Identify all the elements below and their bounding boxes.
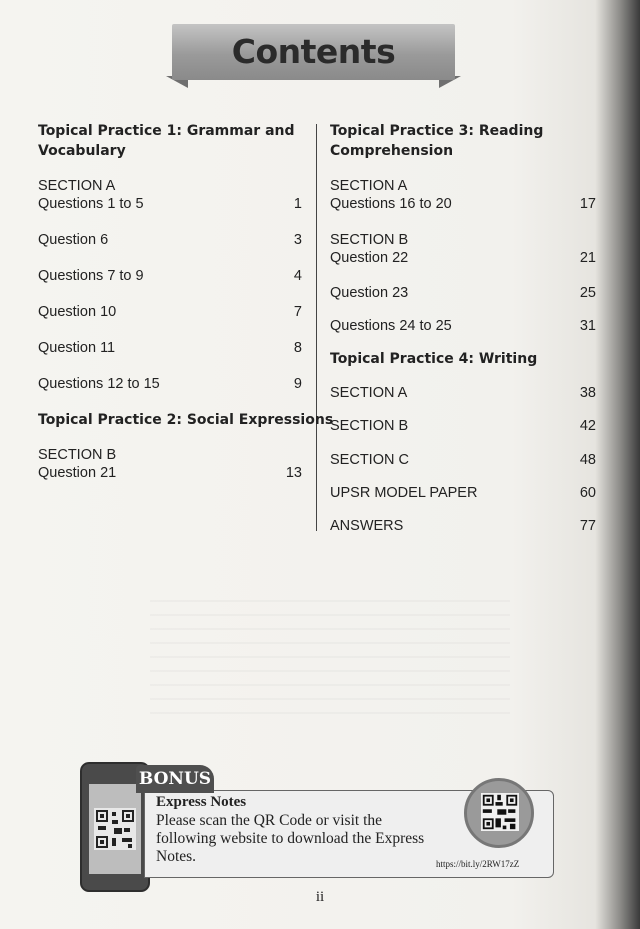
toc-entry-label: SECTION B: [330, 232, 409, 248]
toc-entry-page: 48: [579, 452, 596, 468]
column-divider: [316, 124, 317, 531]
heading-topical-practice-3-line1: Topical Practice 3: Reading: [330, 123, 544, 139]
toc-entry-label: Question 6: [38, 232, 109, 248]
toc-entry-page: 42: [579, 418, 596, 434]
toc-entry-page: 77: [579, 518, 596, 534]
toc-entry-label: Questions 24 to 25: [330, 318, 452, 334]
toc-entry-page: 1: [293, 196, 302, 212]
title-banner: [166, 24, 461, 88]
toc-entry-page: 4: [293, 268, 302, 284]
toc-entry-page: 25: [579, 285, 596, 301]
toc-entry-label: SECTION C: [330, 452, 409, 468]
toc-entry-label: ANSWERS: [330, 518, 404, 534]
toc-entry-page: 31: [579, 318, 596, 334]
toc-entry-label: UPSR MODEL PAPER: [330, 485, 478, 501]
toc-entry-page: 9: [293, 376, 302, 392]
bonus-tab: BONUS: [136, 765, 214, 793]
qr-code-icon: [481, 793, 519, 831]
toc-entry-label: SECTION A: [330, 178, 408, 194]
qr-code-small: [94, 808, 136, 850]
page-number: ii: [315, 889, 325, 905]
toc-entry-label: Question 10: [38, 304, 117, 320]
toc-entry-label: Question 11: [38, 340, 116, 356]
toc-entry-label: SECTION B: [330, 418, 409, 434]
toc-entry-label: Questions 7 to 9: [38, 268, 144, 284]
toc-entry-label: SECTION A: [38, 178, 116, 194]
toc-entry-label: Questions 12 to 15: [38, 376, 160, 392]
heading-topical-practice-2: Topical Practice 2: Social Expressions: [38, 412, 334, 428]
heading-topical-practice-3-line2: Comprehension: [330, 143, 454, 159]
toc-entry-page: 8: [293, 340, 302, 356]
toc-entry-page: 60: [579, 485, 596, 501]
toc-entry-page: 13: [285, 465, 302, 481]
show-through-text: [150, 600, 510, 720]
toc-entry-label: Questions 16 to 20: [330, 196, 452, 212]
toc-entry-label: SECTION A: [330, 385, 408, 401]
bonus-box: [74, 756, 559, 896]
heading-topical-practice-4: Topical Practice 4: Writing: [330, 351, 538, 367]
toc-entry-label: Question 22: [330, 250, 409, 266]
toc-entry-page: 21: [579, 250, 596, 266]
heading-topical-practice-1-line2: Vocabulary: [38, 143, 126, 159]
qr-code-badge[interactable]: [464, 778, 534, 848]
toc-entry-label: Questions 1 to 5: [38, 196, 144, 212]
heading-topical-practice-1-line1: Topical Practice 1: Grammar and: [38, 123, 295, 139]
page-title: Contents: [231, 32, 396, 71]
toc-entry-page: 17: [579, 196, 596, 212]
toc-entry-page: 7: [293, 304, 302, 320]
toc-entry-page: 38: [579, 385, 596, 401]
bonus-url-link[interactable]: https://bit.ly/2RW17zZ: [436, 859, 520, 869]
toc-entry-label: SECTION B: [38, 447, 117, 463]
toc-entry-page: 3: [293, 232, 302, 248]
toc-entry-label: Question 21: [38, 465, 117, 481]
express-notes-title: Express Notes: [156, 794, 247, 810]
express-notes-text: Please scan the QR Code or visit the following website to download the Express Notes.: [156, 812, 425, 865]
toc-entry-label: Question 23: [330, 285, 409, 301]
